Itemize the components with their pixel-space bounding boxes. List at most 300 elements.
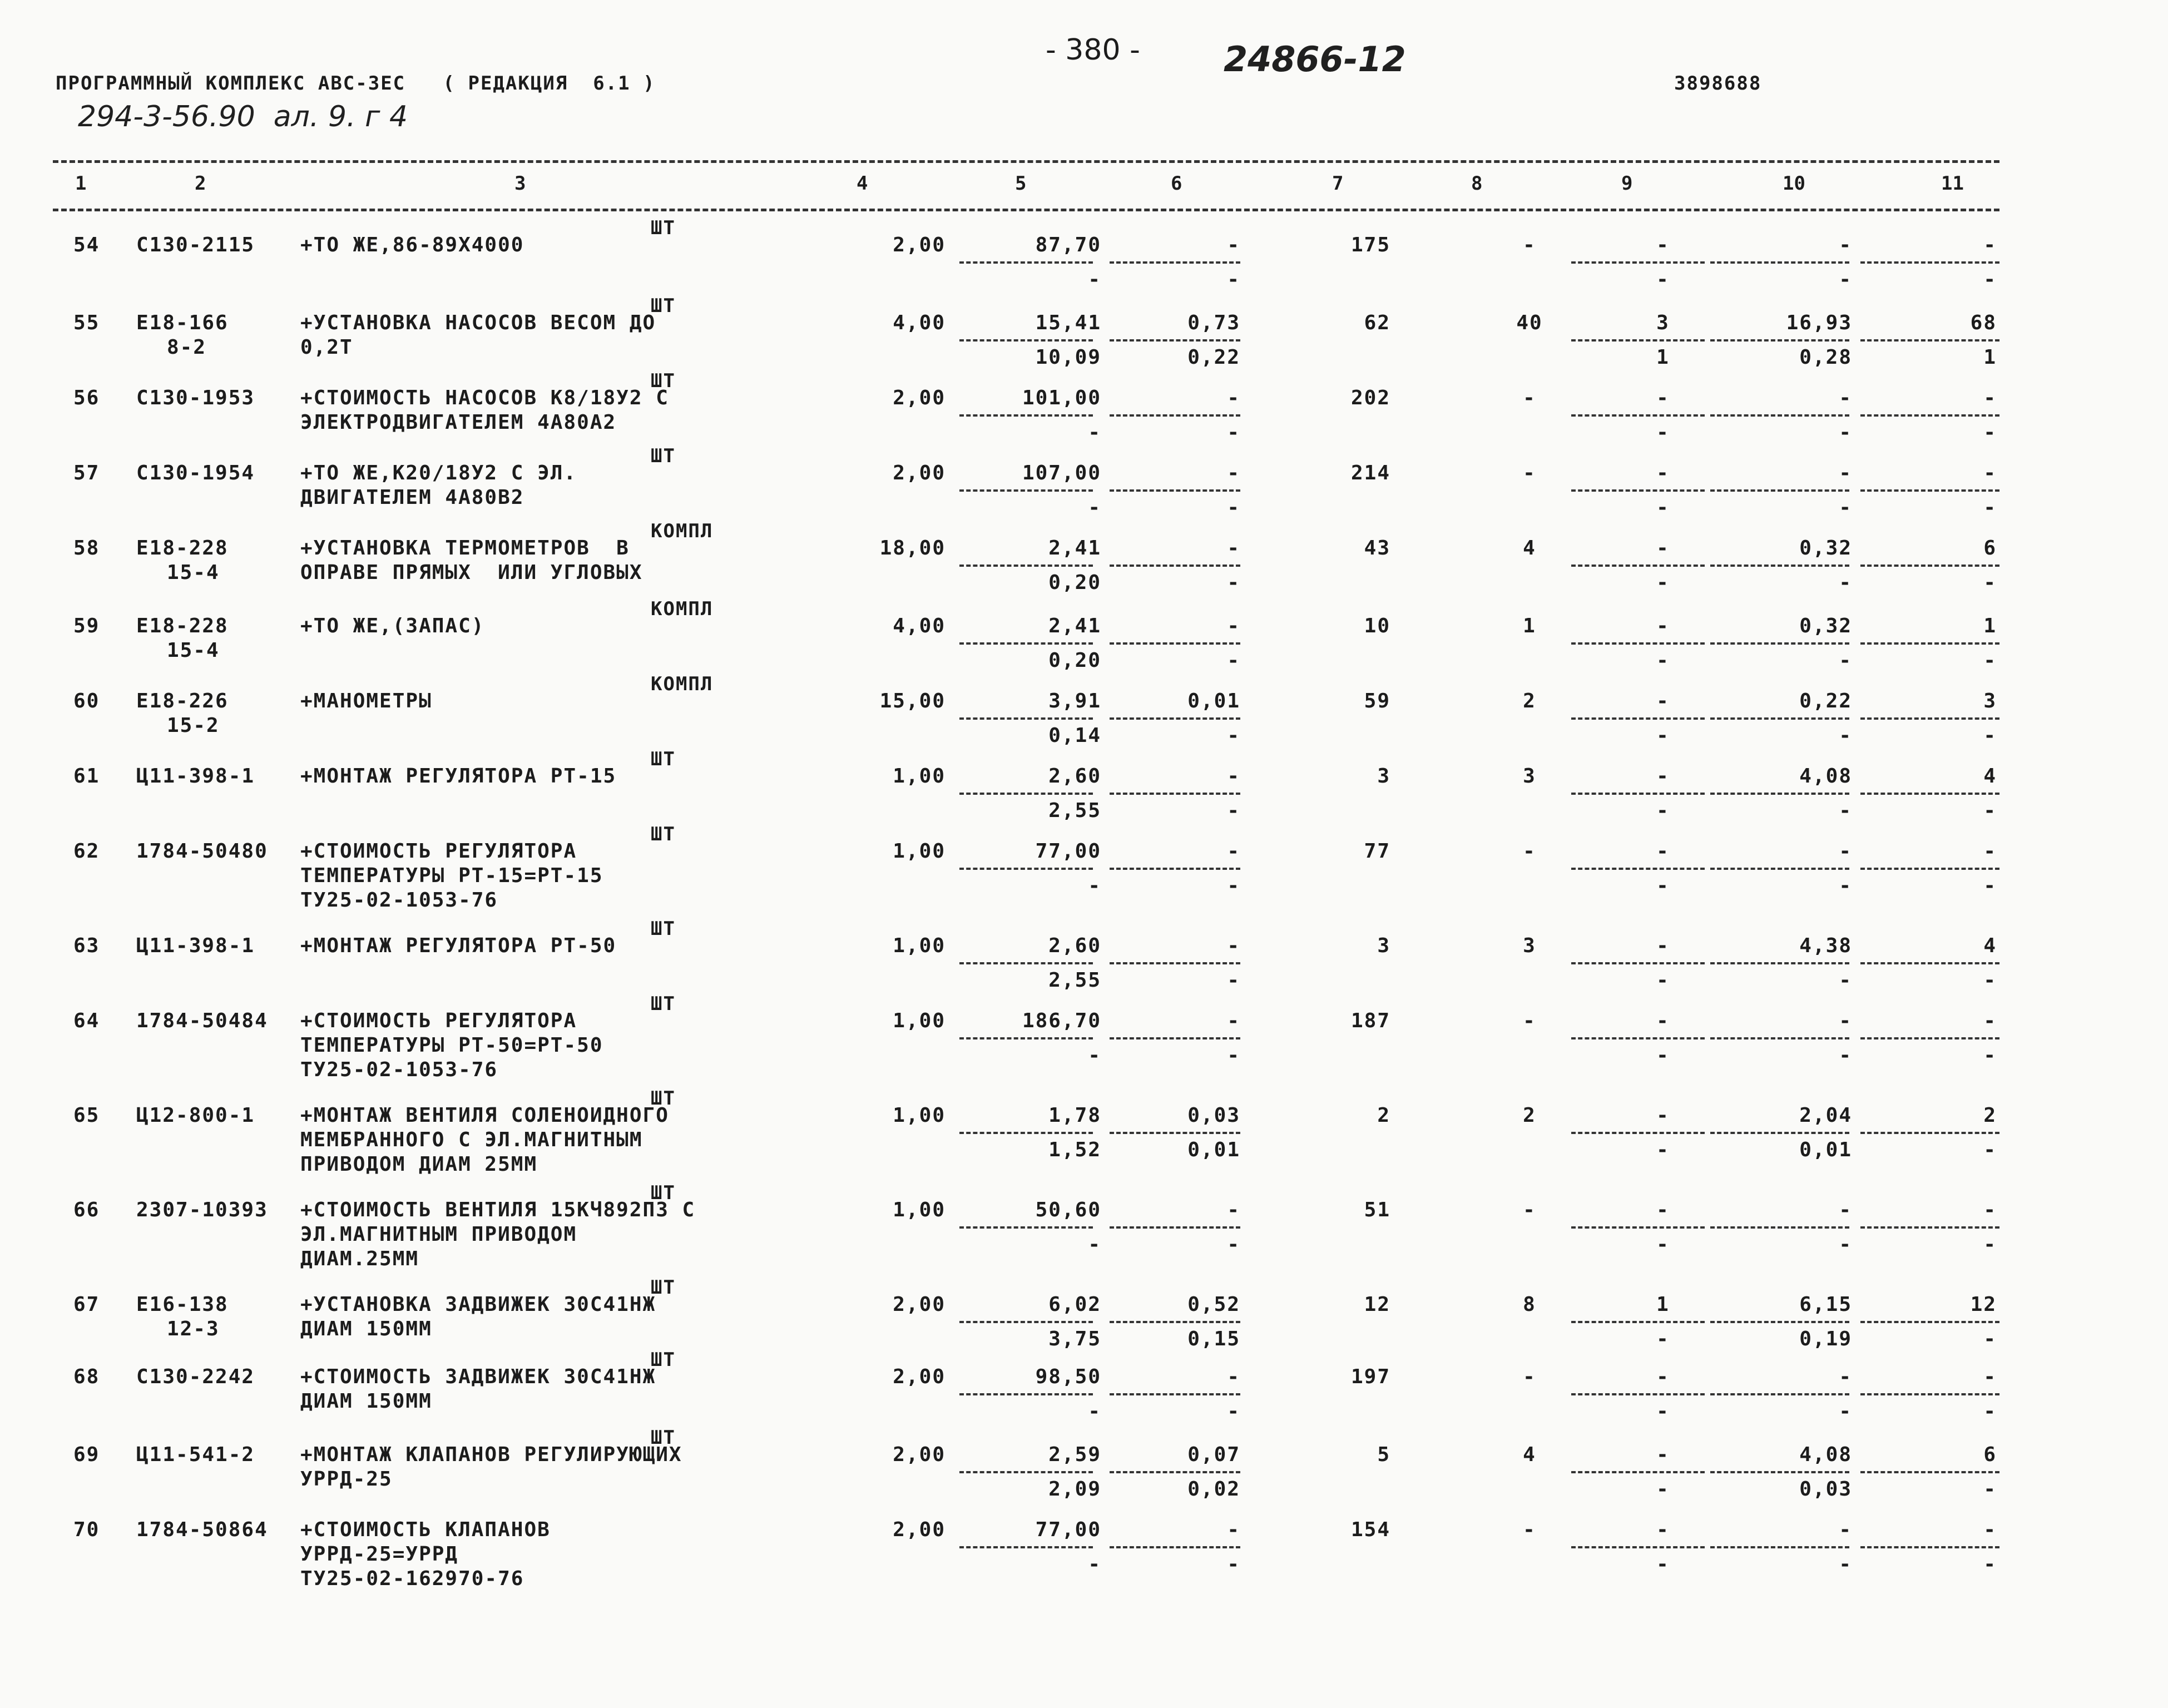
row-separator: [1860, 339, 1999, 341]
row-number: 69: [73, 1443, 100, 1466]
row-separator: [1110, 261, 1240, 264]
row-separator: [1710, 1393, 1849, 1395]
quantity-cell: 2,00: [893, 462, 946, 484]
col8-value: 2: [1523, 1104, 1536, 1127]
col9-sub-value: -: [1656, 724, 1670, 747]
col10-value: 2,04: [1799, 1104, 1852, 1127]
col5-value: 1,78: [1048, 1104, 1101, 1127]
col6-value: 0,52: [1187, 1293, 1240, 1316]
col11-sub-value: -: [1983, 1328, 1997, 1350]
row-separator: [1710, 339, 1849, 341]
row-separator: [1110, 1546, 1240, 1548]
row-separator: [959, 1471, 1093, 1473]
col7-value: 43: [1364, 537, 1390, 560]
row-separator: [1571, 1321, 1705, 1323]
row-separator: [1571, 339, 1705, 341]
item-code: Ц11-541-2: [136, 1443, 255, 1466]
col10-sub-value: -: [1839, 874, 1852, 897]
item-description-line: ДВИГАТЕЛЕМ 4А80В2: [300, 486, 524, 509]
item-code: Е18-226: [136, 690, 229, 712]
col6-sub-value: -: [1227, 1233, 1240, 1256]
row-separator: [1710, 1471, 1849, 1473]
col6-sub-value: -: [1227, 969, 1240, 992]
item-code-secondary: 15-4: [167, 639, 220, 662]
unit-label: ШТ: [651, 295, 676, 317]
col6-value: -: [1227, 234, 1240, 256]
col5-value: 87,70: [1035, 234, 1101, 256]
col7-value: 3: [1377, 934, 1390, 957]
row-separator: [1110, 962, 1240, 964]
col6-sub-value: -: [1227, 799, 1240, 822]
row-separator: [1110, 1393, 1240, 1395]
col9-value: -: [1656, 1518, 1670, 1541]
col11-sub-value: -: [1983, 874, 1997, 897]
col7-value: 2: [1377, 1104, 1390, 1127]
row-separator: [1110, 339, 1240, 341]
row-separator: [1710, 717, 1849, 720]
col6-value: -: [1227, 1518, 1240, 1541]
col9-value: -: [1656, 840, 1670, 863]
col11-sub-value: -: [1983, 571, 1997, 594]
row-separator: [1110, 414, 1240, 417]
quantity-cell: 1,00: [893, 1009, 946, 1032]
col6-sub-value: -: [1227, 1553, 1240, 1576]
quantity-cell: 1,00: [893, 1104, 946, 1127]
col6-value: -: [1227, 387, 1240, 409]
table-top-rule: [53, 160, 1999, 163]
quantity-cell: 15,00: [879, 690, 946, 712]
col5-value: 50,60: [1035, 1199, 1101, 1221]
col7-value: 3: [1377, 765, 1390, 788]
row-separator: [1860, 717, 1999, 720]
col10-value: -: [1839, 462, 1852, 484]
col9-sub-value: -: [1656, 1044, 1670, 1067]
item-code: Ц11-398-1: [136, 765, 255, 788]
col8-value: 8: [1523, 1293, 1536, 1316]
row-separator: [1571, 1471, 1705, 1473]
row-separator: [959, 339, 1093, 341]
col5-sub-value: -: [1088, 1553, 1101, 1576]
row-separator: [959, 414, 1093, 417]
col7-value: 5: [1377, 1443, 1390, 1466]
col9-value: -: [1656, 690, 1670, 712]
col6-sub-value: 0,15: [1187, 1328, 1240, 1350]
col9-value: -: [1656, 1443, 1670, 1466]
col5-sub-value: -: [1088, 496, 1101, 519]
item-code: С130-1953: [136, 387, 255, 409]
col9-sub-value: -: [1656, 1138, 1670, 1161]
row-separator: [1860, 868, 1999, 870]
row-separator: [1710, 1132, 1849, 1134]
column-header: 9: [1621, 172, 1633, 195]
quantity-cell: 2,00: [893, 1443, 946, 1466]
row-separator: [1860, 962, 1999, 964]
item-code: С130-2242: [136, 1365, 255, 1388]
item-description-line: +ТО ЖЕ,86-89Х4000: [300, 234, 524, 256]
document-code: 3898688: [1674, 72, 1762, 95]
col10-value: -: [1839, 840, 1852, 863]
item-code: Е16-138: [136, 1293, 229, 1316]
col9-sub-value: -: [1656, 1400, 1670, 1423]
col9-sub-value: 1: [1656, 346, 1670, 369]
row-separator: [959, 1393, 1093, 1395]
row-separator: [1710, 1226, 1849, 1229]
col11-value: -: [1983, 1009, 1997, 1032]
item-description-line: +СТОИМОСТЬ КЛАПАНОВ: [300, 1518, 551, 1541]
quantity-cell: 1,00: [893, 1199, 946, 1221]
row-separator: [1710, 1037, 1849, 1039]
row-separator: [1710, 793, 1849, 795]
item-code-secondary: 15-2: [167, 714, 220, 737]
item-description-line: ТУ25-02-1053-76: [300, 889, 498, 912]
item-code: Е18-228: [136, 615, 229, 637]
row-separator: [1571, 1132, 1705, 1134]
col9-value: -: [1656, 1104, 1670, 1127]
col10-sub-value: -: [1839, 421, 1852, 444]
col7-value: 214: [1350, 462, 1390, 484]
item-description-line: ОПРАВЕ ПРЯМЫХ ИЛИ УГЛОВЫХ: [300, 561, 643, 584]
column-header-row: [53, 172, 1999, 200]
col6-sub-value: -: [1227, 724, 1240, 747]
item-description-line: 0,2Т: [300, 336, 353, 359]
row-number: 61: [73, 765, 100, 788]
col6-sub-value: -: [1227, 268, 1240, 291]
col11-value: -: [1983, 387, 1997, 409]
row-number: 60: [73, 690, 100, 712]
col6-value: -: [1227, 1199, 1240, 1221]
col11-sub-value: -: [1983, 649, 1997, 672]
col8-value: 4: [1523, 537, 1536, 560]
col7-value: 62: [1364, 311, 1390, 334]
col10-value: 4,38: [1799, 934, 1852, 957]
col7-value: 59: [1364, 690, 1390, 712]
unit-label: ШТ: [651, 370, 676, 392]
column-header: 4: [857, 172, 868, 195]
col10-sub-value: -: [1839, 799, 1852, 822]
col9-value: -: [1656, 387, 1670, 409]
col9-sub-value: -: [1656, 1328, 1670, 1350]
item-code: 1784-50864: [136, 1518, 268, 1541]
col5-sub-value: 3,75: [1048, 1328, 1101, 1350]
col11-sub-value: -: [1983, 799, 1997, 822]
item-description-line: УРРД-25=УРРД: [300, 1543, 459, 1566]
col11-value: -: [1983, 840, 1997, 863]
col8-value: 2: [1523, 690, 1536, 712]
row-separator: [1860, 793, 1999, 795]
col6-value: 0,03: [1187, 1104, 1240, 1127]
item-description-line: +СТОИМОСТЬ ЗАДВИЖЕК 30С41НЖ: [300, 1365, 656, 1388]
row-separator: [959, 642, 1093, 645]
col8-value: -: [1523, 1199, 1536, 1221]
row-separator: [959, 1132, 1093, 1134]
col8-value: -: [1523, 1009, 1536, 1032]
item-description-line: +УСТАНОВКА НАСОСОВ ВЕСОМ ДО: [300, 311, 656, 334]
col9-sub-value: -: [1656, 496, 1670, 519]
row-separator: [1571, 565, 1705, 567]
col11-value: -: [1983, 1365, 1997, 1388]
item-description-line: +МОНТАЖ РЕГУЛЯТОРА РТ-50: [300, 934, 617, 957]
col10-value: -: [1839, 1365, 1852, 1388]
item-description-line: +МОНТАЖ КЛАПАНОВ РЕГУЛИРУЮЩИХ: [300, 1443, 682, 1466]
col5-value: 77,00: [1035, 840, 1101, 863]
row-separator: [1860, 1037, 1999, 1039]
item-code-secondary: 15-4: [167, 561, 220, 584]
item-description-line: ДИАМ 150ММ: [300, 1318, 432, 1340]
row-separator: [1860, 565, 1999, 567]
row-separator: [1710, 1321, 1849, 1323]
col11-value: 4: [1983, 934, 1997, 957]
col9-sub-value: -: [1656, 874, 1670, 897]
col11-value: -: [1983, 234, 1997, 256]
row-separator: [1710, 489, 1849, 492]
item-description-line: +СТОИМОСТЬ РЕГУЛЯТОРА: [300, 840, 577, 863]
item-description-line: +СТОИМОСТЬ ВЕНТИЛЯ 15КЧ892П3 С: [300, 1199, 696, 1221]
col6-sub-value: -: [1227, 496, 1240, 519]
col10-sub-value: 0,01: [1799, 1138, 1852, 1161]
row-separator: [1571, 261, 1705, 264]
col6-value: -: [1227, 1365, 1240, 1388]
col11-value: -: [1983, 1199, 1997, 1221]
item-description-line: ЭЛ.МАГНИТНЫМ ПРИВОДОМ: [300, 1223, 577, 1246]
item-description-line: +УСТАНОВКА ТЕРМОМЕТРОВ В: [300, 537, 630, 560]
column-header: 2: [195, 172, 206, 195]
item-code-secondary: 12-3: [167, 1318, 220, 1340]
col11-value: 6: [1983, 1443, 1997, 1466]
item-description-line: ЭЛЕКТРОДВИГАТЕЛЕМ 4А80А2: [300, 411, 617, 434]
col8-value: 3: [1523, 765, 1536, 788]
row-separator: [1110, 1226, 1240, 1229]
col6-sub-value: -: [1227, 571, 1240, 594]
unit-label: ШТ: [651, 1182, 676, 1204]
col10-sub-value: -: [1839, 1044, 1852, 1067]
col10-value: 16,93: [1786, 311, 1852, 334]
col9-sub-value: -: [1656, 969, 1670, 992]
row-separator: [1110, 868, 1240, 870]
row-separator: [1710, 414, 1849, 417]
col5-sub-value: 0,14: [1048, 724, 1101, 747]
unit-label: ШТ: [651, 445, 676, 467]
row-separator: [1110, 565, 1240, 567]
col6-value: -: [1227, 934, 1240, 957]
col7-value: 154: [1350, 1518, 1390, 1541]
col7-value: 197: [1350, 1365, 1390, 1388]
col10-value: 0,32: [1799, 615, 1852, 637]
row-separator: [1110, 1471, 1240, 1473]
item-code: 1784-50480: [136, 840, 268, 863]
item-description-line: ПРИВОДОМ ДИАМ 25ММ: [300, 1153, 538, 1176]
col5-sub-value: -: [1088, 1044, 1101, 1067]
row-separator: [1110, 1132, 1240, 1134]
unit-label: КОМПЛ: [651, 598, 714, 620]
col10-value: -: [1839, 387, 1852, 409]
item-code: Е18-228: [136, 537, 229, 560]
col9-sub-value: -: [1656, 571, 1670, 594]
col6-value: -: [1227, 1009, 1240, 1032]
col8-value: -: [1523, 462, 1536, 484]
col8-value: 40: [1516, 311, 1543, 334]
row-separator: [1571, 414, 1705, 417]
row-separator: [1110, 489, 1240, 492]
col6-sub-value: 0,01: [1187, 1138, 1240, 1161]
row-separator: [1571, 1393, 1705, 1395]
col10-sub-value: -: [1839, 496, 1852, 519]
col5-value: 101,00: [1022, 387, 1101, 409]
col5-sub-value: 0,20: [1048, 571, 1101, 594]
row-separator: [1860, 1132, 1999, 1134]
row-separator: [1571, 962, 1705, 964]
col10-value: -: [1839, 1009, 1852, 1032]
col5-value: 3,91: [1048, 690, 1101, 712]
col10-sub-value: 0,19: [1799, 1328, 1852, 1350]
handwritten-document-number: 24866-12: [1224, 39, 1406, 80]
col6-sub-value: -: [1227, 421, 1240, 444]
col5-value: 186,70: [1022, 1009, 1101, 1032]
row-separator: [1710, 962, 1849, 964]
col6-value: 0,07: [1187, 1443, 1240, 1466]
col10-sub-value: -: [1839, 1553, 1852, 1576]
col9-value: -: [1656, 1365, 1670, 1388]
col9-sub-value: -: [1656, 421, 1670, 444]
col9-sub-value: -: [1656, 649, 1670, 672]
col10-value: 4,08: [1799, 765, 1852, 788]
row-separator: [959, 793, 1093, 795]
col7-value: 10: [1364, 615, 1390, 637]
item-code: 1784-50484: [136, 1009, 268, 1032]
col7-value: 175: [1350, 234, 1390, 256]
col11-sub-value: -: [1983, 496, 1997, 519]
row-separator: [1110, 1321, 1240, 1323]
row-separator: [1571, 793, 1705, 795]
col11-sub-value: -: [1983, 1044, 1997, 1067]
col9-value: 1: [1656, 1293, 1670, 1316]
col9-sub-value: -: [1656, 1553, 1670, 1576]
col6-sub-value: -: [1227, 874, 1240, 897]
row-separator: [1110, 1037, 1240, 1039]
col8-value: -: [1523, 234, 1536, 256]
row-separator: [1571, 489, 1705, 492]
col11-sub-value: -: [1983, 1478, 1997, 1501]
col8-value: 1: [1523, 615, 1536, 637]
item-description-line: УРРД-25: [300, 1468, 393, 1491]
row-number: 57: [73, 462, 100, 484]
column-header: 11: [1941, 172, 1964, 195]
row-separator: [959, 1321, 1093, 1323]
item-code: С130-1954: [136, 462, 255, 484]
item-description-line: ТЕМПЕРАТУРЫ РТ-15=РТ-15: [300, 864, 603, 887]
table-header-rule: [53, 209, 1999, 211]
row-separator: [959, 717, 1093, 720]
col9-value: -: [1656, 934, 1670, 957]
unit-label: ШТ: [651, 1276, 676, 1299]
row-number: 59: [73, 615, 100, 637]
col5-value: 2,41: [1048, 537, 1101, 560]
col5-value: 2,60: [1048, 934, 1101, 957]
row-number: 66: [73, 1199, 100, 1221]
row-separator: [1860, 1321, 1999, 1323]
col11-value: 6: [1983, 537, 1997, 560]
row-separator: [959, 1546, 1093, 1548]
col5-value: 107,00: [1022, 462, 1101, 484]
page-number: - 380 -: [1046, 33, 1140, 67]
col10-sub-value: -: [1839, 268, 1852, 291]
row-separator: [1710, 261, 1849, 264]
row-separator: [1710, 565, 1849, 567]
unit-label: КОМПЛ: [651, 520, 714, 542]
col5-sub-value: 1,52: [1048, 1138, 1101, 1161]
col5-sub-value: 0,20: [1048, 649, 1101, 672]
row-number: 70: [73, 1518, 100, 1541]
col11-value: 1: [1983, 615, 1997, 637]
col7-value: 51: [1364, 1199, 1390, 1221]
col10-value: -: [1839, 234, 1852, 256]
col11-sub-value: -: [1983, 724, 1997, 747]
row-separator: [1860, 489, 1999, 492]
col8-value: 3: [1523, 934, 1536, 957]
col10-sub-value: -: [1839, 724, 1852, 747]
col9-value: -: [1656, 1199, 1670, 1221]
col9-sub-value: -: [1656, 1233, 1670, 1256]
item-code: Е18-166: [136, 311, 229, 334]
row-number: 64: [73, 1009, 100, 1032]
quantity-cell: 1,00: [893, 765, 946, 788]
col10-sub-value: -: [1839, 1400, 1852, 1423]
col10-sub-value: 0,03: [1799, 1478, 1852, 1501]
col5-sub-value: 10,09: [1035, 346, 1101, 369]
col10-sub-value: -: [1839, 571, 1852, 594]
row-separator: [959, 489, 1093, 492]
col11-sub-value: -: [1983, 969, 1997, 992]
row-number: 67: [73, 1293, 100, 1316]
col9-sub-value: -: [1656, 1478, 1670, 1501]
column-header: 5: [1015, 172, 1027, 195]
col11-sub-value: -: [1983, 268, 1997, 291]
col5-sub-value: -: [1088, 268, 1101, 291]
row-separator: [1860, 261, 1999, 264]
unit-label: ШТ: [651, 993, 676, 1015]
row-separator: [959, 1226, 1093, 1229]
col11-sub-value: -: [1983, 1553, 1997, 1576]
col10-value: 0,32: [1799, 537, 1852, 560]
col9-value: -: [1656, 234, 1670, 256]
row-separator: [1571, 1226, 1705, 1229]
col11-sub-value: -: [1983, 421, 1997, 444]
item-description-line: МЕМБРАННОГО С ЭЛ.МАГНИТНЫМ: [300, 1128, 643, 1151]
col5-sub-value: -: [1088, 874, 1101, 897]
col6-value: -: [1227, 615, 1240, 637]
row-separator: [1110, 717, 1240, 720]
col6-sub-value: -: [1227, 1044, 1240, 1067]
col8-value: -: [1523, 387, 1536, 409]
column-header: 1: [75, 172, 87, 195]
row-number: 54: [73, 234, 100, 256]
col7-value: 187: [1350, 1009, 1390, 1032]
col10-sub-value: -: [1839, 969, 1852, 992]
col6-sub-value: -: [1227, 1400, 1240, 1423]
quantity-cell: 1,00: [893, 840, 946, 863]
unit-label: ШТ: [651, 823, 676, 845]
col11-value: -: [1983, 462, 1997, 484]
col11-value: 68: [1970, 311, 1997, 334]
quantity-cell: 4,00: [893, 311, 946, 334]
row-separator: [1110, 642, 1240, 645]
row-number: 58: [73, 537, 100, 560]
row-separator: [1571, 868, 1705, 870]
quantity-cell: 2,00: [893, 234, 946, 256]
col8-value: -: [1523, 1365, 1536, 1388]
col11-value: 2: [1983, 1104, 1997, 1127]
col11-value: 12: [1970, 1293, 1997, 1316]
col7-value: 202: [1350, 387, 1390, 409]
